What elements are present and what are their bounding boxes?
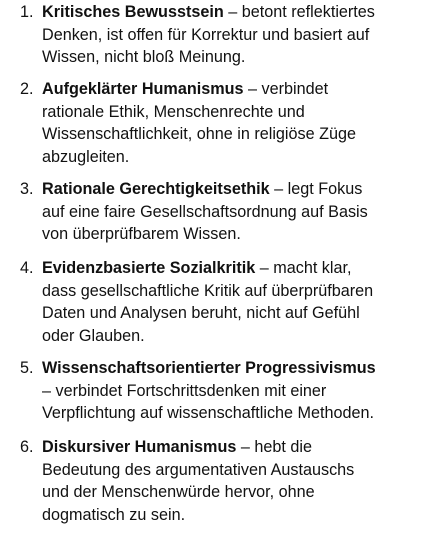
item-line: Daten und Analysen beruht, nicht auf Gefühl — [42, 304, 360, 323]
item-line — [42, 257, 422, 280]
item-number: 6. — [20, 438, 34, 456]
item-line-rest: – legt Fokus — [269, 180, 363, 198]
item-line — [42, 357, 422, 380]
item-line — [42, 1, 422, 24]
item-term: Rationale Gerechtigkeitsethik — [42, 180, 270, 198]
item-term: Kritisches Bewusstsein — [42, 3, 224, 21]
item-line-rest: – verbindet — [243, 80, 329, 98]
item-number: 1. — [20, 3, 34, 21]
item-line: dass gesellschaftliche Kritik auf überprüfbaren — [42, 281, 374, 300]
item-line: und der Menschenwürde hervor, ohne — [42, 483, 315, 502]
item-line-rest: – macht klar, — [255, 259, 352, 277]
item-line: Bedeutung des argumentativen Austauschs — [42, 460, 355, 479]
item-line: dogmatisch zu sein. — [42, 505, 186, 524]
item-term: Aufgeklärter Humanismus — [42, 80, 244, 98]
item-line: Wissenschaftlichkeit, ohne in religiöse Züge — [42, 125, 357, 144]
item-text — [42, 257, 422, 347]
item-line: oder Glauben. — [42, 326, 145, 345]
item-line — [42, 436, 422, 459]
item-text — [42, 178, 422, 246]
item-line: auf eine faire Gesellschaftsordnung auf Basis — [42, 202, 368, 221]
item-line: Wissen, nicht bloß Meinung. — [42, 48, 246, 67]
item-term: Diskursiver Humanismus — [42, 438, 237, 456]
item-line: Denken, ist offen für Korrektur und basiert auf — [42, 25, 370, 44]
item-line: Verpflichtung auf wissenschaftliche Methoden. — [42, 404, 375, 423]
item-number: 3. — [20, 180, 34, 198]
item-line-rest: – hebt die — [236, 438, 312, 456]
item-text — [42, 1, 422, 69]
item-term: Evidenzbasierte Sozialkritik — [42, 259, 256, 277]
item-line: abzugleiten. — [42, 147, 130, 166]
item-text — [42, 436, 422, 526]
item-line-rest: – betont reflektiertes — [223, 3, 375, 21]
item-text — [42, 78, 422, 168]
item-number: 5. — [20, 359, 34, 377]
item-term: Wissenschaftsorientierter Progressivismus — [42, 359, 376, 377]
item-line — [42, 78, 422, 101]
item-line — [42, 178, 422, 201]
item-line: rationale Ethik, Menschenrechte und — [42, 102, 305, 121]
item-number: 4. — [20, 259, 34, 277]
item-text — [42, 357, 422, 425]
item-number: 2. — [20, 80, 34, 98]
item-line: – verbindet Fortschrittsdenken mit einer — [42, 381, 327, 400]
item-line: von überprüfbarem Wissen. — [42, 225, 241, 244]
